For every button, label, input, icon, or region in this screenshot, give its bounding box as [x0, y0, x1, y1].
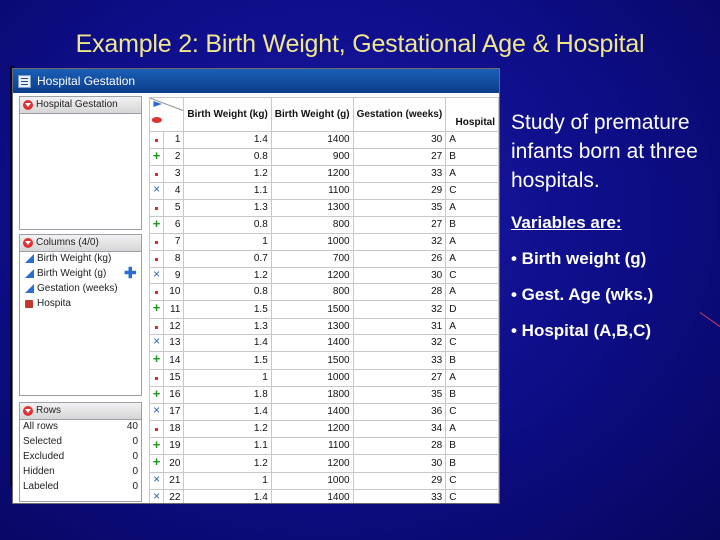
row-marker-cell[interactable] — [150, 318, 164, 335]
dot-marker-icon — [155, 258, 158, 261]
cell-birth-weight-kg[interactable]: 1.8 — [184, 386, 271, 404]
window-title: Hospital Gestation — [37, 74, 136, 88]
cell-birth-weight-g[interactable]: 1500 — [271, 352, 353, 370]
column-name: Birth Weight (g) — [37, 268, 107, 279]
bullet-gest-age: • Gest. Age (wks.) — [511, 285, 654, 304]
cell-birth-weight-g[interactable]: 900 — [271, 148, 353, 166]
row-marker-cell[interactable] — [150, 199, 164, 216]
row-stat[interactable] — [20, 420, 141, 435]
row-marker-cell[interactable] — [150, 369, 164, 386]
cell-birth-weight-kg[interactable]: 1.5 — [184, 301, 271, 319]
grid-corner[interactable] — [150, 98, 184, 132]
columns-header: Columns (4/0) — [36, 237, 99, 248]
row-number[interactable]: 12 — [164, 318, 184, 335]
slide-title: Example 2: Birth Weight, Gestational Age & Hospital — [75, 30, 645, 58]
cell-gestation[interactable]: 32 — [353, 335, 446, 352]
cell-birth-weight-g[interactable]: 1000 — [271, 473, 353, 490]
row-number[interactable]: 18 — [164, 420, 184, 437]
table-row[interactable] — [150, 404, 499, 421]
table-row[interactable] — [150, 420, 499, 437]
table-row[interactable] — [150, 148, 499, 166]
cell-birth-weight-kg[interactable]: 1.5 — [184, 352, 271, 370]
table-row[interactable] — [150, 284, 499, 301]
table-row[interactable] — [150, 318, 499, 335]
row-marker-cell[interactable] — [150, 437, 164, 455]
cell-gestation[interactable]: 27 — [353, 216, 446, 234]
bullet-hospital: • Hospital (A,B,C) — [511, 321, 652, 340]
disclosure-menu-icon[interactable] — [23, 238, 33, 248]
table-row[interactable] — [150, 455, 499, 473]
row-stat[interactable] — [20, 465, 141, 480]
cell-birth-weight-g[interactable]: 800 — [271, 216, 353, 234]
cell-birth-weight-g[interactable]: 1500 — [271, 301, 353, 319]
row-stat-value: 40 — [126, 421, 138, 432]
cell-hospital[interactable]: A — [446, 250, 499, 267]
table-row[interactable] — [150, 489, 499, 504]
x-marker-icon: × — [153, 489, 161, 503]
row-stat-value: 0 — [132, 466, 138, 477]
plus-marker-icon: + — [152, 216, 161, 231]
cell-hospital[interactable]: C — [446, 404, 499, 421]
cell-gestation[interactable]: 35 — [353, 199, 446, 216]
cell-birth-weight-g[interactable]: 700 — [271, 250, 353, 267]
row-marker-cell[interactable] — [150, 250, 164, 267]
dot-marker-icon — [155, 377, 158, 380]
intro-text: Study of premature infants born at three hospitals. — [511, 111, 698, 192]
left-panel — [19, 96, 140, 500]
row-marker-cell[interactable] — [150, 404, 164, 421]
row-stat[interactable] — [20, 450, 141, 465]
dot-marker-icon — [155, 241, 158, 244]
table-panel — [19, 96, 142, 230]
plus-marker-icon: + — [152, 386, 161, 401]
cell-gestation[interactable]: 31 — [353, 318, 446, 335]
dot-marker-icon — [155, 139, 158, 142]
cell-birth-weight-kg[interactable]: 1.2 — [184, 420, 271, 437]
cell-hospital[interactable]: A — [446, 284, 499, 301]
row-number[interactable]: 21 — [164, 473, 184, 490]
cell-hospital[interactable]: A — [446, 132, 499, 149]
row-stat-label: Hidden — [23, 466, 55, 477]
row-marker-cell[interactable] — [150, 301, 164, 319]
row-number[interactable]: 7 — [164, 234, 184, 251]
cell-birth-weight-kg[interactable]: 1 — [184, 369, 271, 386]
table-row[interactable] — [150, 267, 499, 284]
cell-birth-weight-g[interactable]: 1800 — [271, 386, 353, 404]
cell-hospital[interactable]: B — [446, 455, 499, 473]
row-number[interactable]: 16 — [164, 386, 184, 404]
dot-marker-icon — [155, 173, 158, 176]
cell-hospital[interactable]: B — [446, 386, 499, 404]
table-row[interactable] — [150, 166, 499, 183]
cell-gestation[interactable]: 27 — [353, 148, 446, 166]
cell-hospital[interactable]: C — [446, 489, 499, 504]
cell-birth-weight-g[interactable]: 1300 — [271, 199, 353, 216]
cell-hospital[interactable]: B — [446, 148, 499, 166]
row-marker-cell[interactable] — [150, 386, 164, 404]
cell-birth-weight-g[interactable]: 1200 — [271, 267, 353, 284]
crosshair-cursor-icon: ✚ — [124, 265, 137, 282]
row-number[interactable]: 3 — [164, 166, 184, 183]
cell-hospital[interactable]: C — [446, 183, 499, 200]
row-marker-cell[interactable] — [150, 234, 164, 251]
row-number[interactable]: 19 — [164, 437, 184, 455]
row-number[interactable]: 9 — [164, 267, 184, 284]
cell-hospital[interactable]: A — [446, 318, 499, 335]
cell-hospital[interactable]: B — [446, 352, 499, 370]
slide-body — [511, 108, 711, 341]
row-number[interactable]: 14 — [164, 352, 184, 370]
rows-header: Rows — [36, 405, 62, 416]
table-row[interactable] — [150, 437, 499, 455]
dot-marker-icon — [155, 428, 158, 431]
cell-birth-weight-kg[interactable]: 0.7 — [184, 250, 271, 267]
cell-birth-weight-g[interactable]: 800 — [271, 284, 353, 301]
continuous-column-icon — [25, 254, 34, 263]
row-marker-cell[interactable] — [150, 132, 164, 149]
continuous-column-icon — [25, 284, 34, 293]
cell-birth-weight-kg[interactable]: 1.4 — [184, 335, 271, 352]
cell-birth-weight-kg[interactable]: 0.8 — [184, 216, 271, 234]
row-marker-cell[interactable] — [150, 352, 164, 370]
variables-heading: Variables are: — [511, 213, 622, 232]
corner-diagonal — [150, 98, 184, 129]
table-row[interactable] — [150, 386, 499, 404]
cell-hospital[interactable]: A — [446, 420, 499, 437]
cell-gestation[interactable]: 30 — [353, 267, 446, 284]
cell-hospital[interactable]: D — [446, 301, 499, 319]
cell-birth-weight-g[interactable]: 1200 — [271, 166, 353, 183]
cell-gestation[interactable]: 32 — [353, 301, 446, 319]
cell-gestation[interactable]: 30 — [353, 132, 446, 149]
cell-gestation[interactable]: 36 — [353, 404, 446, 421]
row-stat-value: 0 — [132, 481, 138, 492]
cell-birth-weight-g[interactable]: 1400 — [271, 335, 353, 352]
cell-gestation[interactable]: 27 — [353, 369, 446, 386]
column-item[interactable] — [20, 297, 141, 312]
row-stat-label: Selected — [23, 436, 62, 447]
cell-birth-weight-kg[interactable]: 1.1 — [184, 183, 271, 200]
row-marker-cell[interactable] — [150, 216, 164, 234]
cell-gestation[interactable]: 29 — [353, 183, 446, 200]
data-table-window[interactable] — [12, 68, 500, 504]
row-marker-cell[interactable] — [150, 166, 164, 183]
x-marker-icon: × — [153, 182, 161, 197]
disclosure-menu-icon[interactable] — [23, 406, 33, 416]
table-row[interactable] — [150, 335, 499, 352]
cell-birth-weight-g[interactable]: 1100 — [271, 183, 353, 200]
cell-birth-weight-g[interactable]: 1200 — [271, 455, 353, 473]
x-marker-icon: × — [153, 472, 161, 487]
plus-marker-icon: + — [152, 148, 161, 163]
cell-gestation[interactable]: 29 — [353, 473, 446, 490]
plus-marker-icon: + — [152, 300, 161, 316]
row-stat[interactable] — [20, 435, 141, 450]
table-row[interactable] — [150, 301, 499, 319]
row-stat-value: 0 — [132, 451, 138, 462]
x-marker-icon: × — [153, 267, 161, 281]
column-name: Gestation (weeks) — [37, 283, 118, 294]
cell-hospital[interactable]: A — [446, 369, 499, 386]
cell-birth-weight-kg[interactable]: 1.2 — [184, 166, 271, 183]
plus-marker-icon: + — [152, 351, 161, 367]
continuous-column-icon — [25, 269, 34, 278]
data-table-icon — [18, 75, 31, 88]
row-number[interactable]: 13 — [164, 335, 184, 352]
col-header-hospital[interactable]: Hospital — [446, 98, 499, 132]
cell-hospital[interactable]: A — [446, 199, 499, 216]
x-marker-icon: × — [153, 334, 161, 349]
cell-birth-weight-g[interactable]: 1400 — [271, 404, 353, 421]
row-stat-value: 0 — [132, 436, 138, 447]
row-number[interactable]: 5 — [164, 199, 184, 216]
row-number[interactable]: 4 — [164, 183, 184, 200]
cell-birth-weight-g[interactable]: 1400 — [271, 489, 353, 504]
row-number[interactable]: 6 — [164, 216, 184, 234]
row-stat-label: All rows — [23, 421, 59, 432]
cell-birth-weight-kg[interactable]: 1.2 — [184, 455, 271, 473]
bullet-birth-weight: • Birth weight (g) — [511, 249, 647, 268]
cell-birth-weight-kg[interactable]: 0.8 — [184, 148, 271, 166]
cell-hospital[interactable]: C — [446, 473, 499, 490]
table-row[interactable] — [150, 352, 499, 370]
table-row[interactable] — [150, 234, 499, 251]
cell-gestation[interactable]: 28 — [353, 284, 446, 301]
cell-gestation[interactable]: 33 — [353, 489, 446, 504]
cell-birth-weight-kg[interactable]: 1 — [184, 234, 271, 251]
rows-panel — [19, 402, 142, 502]
row-number[interactable]: 8 — [164, 250, 184, 267]
cell-birth-weight-kg[interactable]: 1.1 — [184, 437, 271, 455]
cell-gestation[interactable]: 33 — [353, 352, 446, 370]
row-stat-label: Labeled — [23, 481, 59, 492]
table-row[interactable] — [150, 216, 499, 234]
cell-hospital[interactable]: B — [446, 437, 499, 455]
cell-birth-weight-g[interactable]: 1000 — [271, 369, 353, 386]
plus-marker-icon: + — [152, 437, 161, 452]
rows-panel-header[interactable] — [20, 403, 141, 420]
col-header-birth-weight-kg[interactable]: Birth Weight (kg) — [184, 98, 271, 132]
cell-birth-weight-kg[interactable]: 1.4 — [184, 132, 271, 149]
row-marker-cell[interactable] — [150, 284, 164, 301]
row-marker-cell[interactable] — [150, 489, 164, 504]
row-number[interactable]: 15 — [164, 369, 184, 386]
dot-marker-icon — [155, 291, 158, 294]
cell-birth-weight-g[interactable]: 1100 — [271, 437, 353, 455]
cell-gestation[interactable]: 33 — [353, 166, 446, 183]
row-stat-label: Excluded — [23, 451, 65, 462]
cell-birth-weight-kg[interactable]: 1.3 — [184, 318, 271, 335]
cell-birth-weight-g[interactable]: 1400 — [271, 132, 353, 149]
grid-body — [150, 132, 499, 505]
row-number[interactable]: 10 — [164, 284, 184, 301]
table-name: Hospital Gestation — [36, 99, 118, 110]
cell-hospital[interactable]: A — [446, 166, 499, 183]
cell-birth-weight-kg[interactable]: 1.4 — [184, 489, 271, 504]
row-number[interactable]: 11 — [164, 301, 184, 319]
cell-hospital[interactable]: B — [446, 216, 499, 234]
row-marker-cell[interactable] — [150, 420, 164, 437]
cell-birth-weight-g[interactable]: 1000 — [271, 234, 353, 251]
row-stat[interactable] — [20, 480, 141, 495]
cell-birth-weight-kg[interactable]: 1.3 — [184, 199, 271, 216]
row-marker-cell[interactable] — [150, 335, 164, 352]
cell-gestation[interactable]: 30 — [353, 455, 446, 473]
x-marker-icon: × — [153, 403, 161, 418]
cell-gestation[interactable]: 28 — [353, 437, 446, 455]
variable-list — [511, 249, 711, 341]
cell-birth-weight-kg[interactable]: 0.8 — [184, 284, 271, 301]
columns-panel-header[interactable] — [20, 235, 141, 252]
table-panel-header[interactable] — [20, 97, 141, 114]
col-header-birth-weight-g[interactable]: Birth Weight (g) — [271, 98, 353, 132]
row-number[interactable]: 1 — [164, 132, 184, 149]
row-number[interactable]: 20 — [164, 455, 184, 473]
column-name: Hospita — [37, 298, 71, 309]
nominal-column-icon — [25, 300, 33, 308]
table-row[interactable] — [150, 473, 499, 490]
row-number[interactable]: 22 — [164, 489, 184, 504]
row-number[interactable]: 2 — [164, 148, 184, 166]
cell-gestation[interactable]: 35 — [353, 386, 446, 404]
col-header-gestation[interactable]: Gestation (weeks) — [353, 98, 446, 132]
cell-birth-weight-g[interactable]: 1300 — [271, 318, 353, 335]
column-item[interactable] — [20, 282, 141, 297]
cell-gestation[interactable]: 26 — [353, 250, 446, 267]
table-row[interactable] — [150, 250, 499, 267]
table-row[interactable] — [150, 132, 499, 149]
cell-birth-weight-kg[interactable]: 1 — [184, 473, 271, 490]
data-grid[interactable] — [149, 97, 499, 504]
window-title-bar[interactable] — [13, 69, 499, 93]
column-name: Birth Weight (kg) — [37, 253, 112, 264]
row-marker-cell[interactable] — [150, 148, 164, 166]
column-item[interactable] — [20, 267, 141, 282]
table-row[interactable] — [150, 369, 499, 386]
cell-birth-weight-g[interactable]: 1200 — [271, 420, 353, 437]
row-marker-cell[interactable] — [150, 267, 164, 284]
row-marker-cell[interactable] — [150, 455, 164, 473]
disclosure-menu-icon[interactable] — [23, 100, 33, 110]
cell-birth-weight-kg[interactable]: 1.4 — [184, 404, 271, 421]
dot-marker-icon — [155, 207, 158, 210]
columns-list — [20, 252, 141, 312]
table-row[interactable] — [150, 199, 499, 216]
columns-panel — [19, 234, 142, 396]
cell-hospital[interactable]: C — [446, 267, 499, 284]
row-stats-list — [20, 420, 141, 495]
cell-birth-weight-kg[interactable]: 1.2 — [184, 267, 271, 284]
dot-marker-icon — [155, 326, 158, 329]
cell-hospital[interactable]: A — [446, 234, 499, 251]
cell-gestation[interactable]: 34 — [353, 420, 446, 437]
cell-gestation[interactable]: 32 — [353, 234, 446, 251]
row-marker-cell[interactable] — [150, 183, 164, 200]
row-number[interactable]: 17 — [164, 404, 184, 421]
cell-hospital[interactable]: C — [446, 335, 499, 352]
row-marker-cell[interactable] — [150, 473, 164, 490]
column-item[interactable] — [20, 252, 141, 267]
table-row[interactable] — [150, 183, 499, 200]
plus-marker-icon: + — [152, 454, 161, 470]
